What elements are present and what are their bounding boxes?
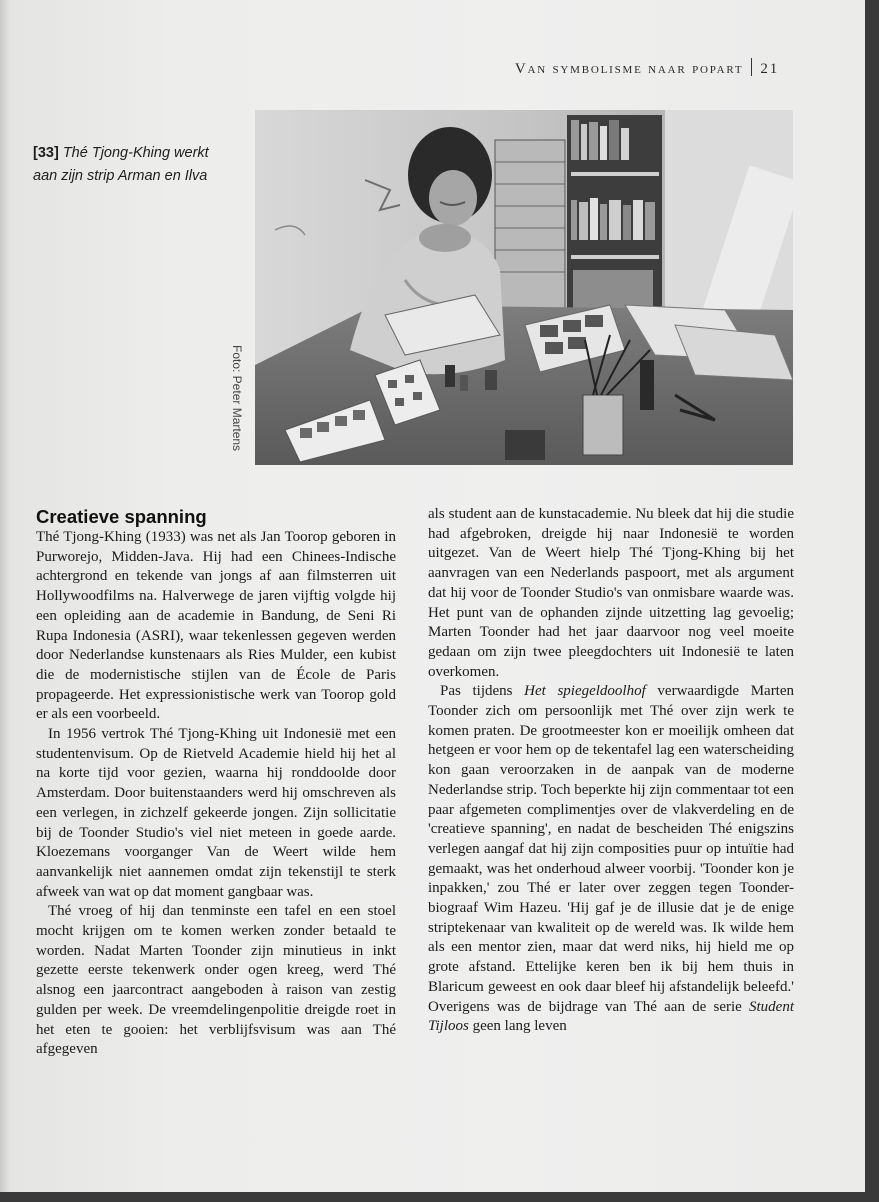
artist-photo xyxy=(255,110,793,465)
photo-credit: Foto: Peter Martens xyxy=(230,345,244,452)
right-text-column xyxy=(428,505,794,1037)
paragraph: Thé vroeg of hij dan tenminste een tafel en een stoel mocht krijgen om te komen werken zonder betaald te worden. Nadat Marten Toonder zijn minutieus in inkt gezette eerste tekenwerk onder ogen kreeg, werd Thé alsnog een jaarcontract aangeboden à raison van zestig gulden per week. De vreemdelingenpolitie dreigde roet in het eten te gooien: het verblijfsvisum was aan Thé afgegeven xyxy=(36,903,396,1058)
artist-at-drawing-table-image xyxy=(255,110,793,465)
left-text-column xyxy=(36,505,396,1060)
series-title: Student Tijloos xyxy=(428,998,794,1035)
caption-text: Thé Tjong-Khing werkt aan zijn strip Arman en Ilva xyxy=(33,145,209,184)
caption-number: [33] xyxy=(33,145,59,161)
paragraph: Pas tijdens Het spiegeldoolhof verwaardigde Marten Toonder zich om persoonlijk met Thé over zijn werk te komen praten. De grootmeester kon er moeilijk omheen dat hetgeen er voor hem op de tekentafel lag een waterscheiding kon gaan veroorzaken in de aanpak van de moderne Nederlandse strip. Toch beperkte hij zijn commentaar tot een paar afgemeten complimentjes over de vlakverdeling en de 'creatieve spanning', en nadat de bescheiden Thé enigszins verlegen aangaf dat hij zijn composities puur op intuïtie had gemaakt, was het onderhoud alweer voorbij. 'Toonder kon je inpakken,' zou Thé er later over zeggen tegen Toonder-biograaf Wim Hazeu. 'Hij gaf je de illusie dat je de enige striptekenaar van kwaliteit op de wereld was. Ik wilde hem als een mentor zien, maar dat werd niks, hij hield me op grote afstand. Ettelijke keren ben ik bij hem thuis in Blaricum geweest en ook daar bleef hij afstandelijk beleefd.' Overigens was de bijdrage van Thé aan de serie Student Tijloos geen lang leven xyxy=(428,683,795,1035)
paragraph: In 1956 vertrok Thé Tjong-Khing uit Indonesië met een studentenvisum. Op de Rietveld Academie hield hij het al na korte tijd voor gezien, waarna hij ronddoolde door Amsterdam. Door buitenstaanders werd hij omschreven als een verlegen, in zichzelf gekeerde jongen. Zijn sollicitatie bij de Toonder Studio's viel niet meteen in goede aarde. Kloezemans voorganger Van de Weert wilde hem aanvankelijk niet aannemen omdat zijn tekenstijl te sterk afweek van wat op dat moment gangbaar was. xyxy=(36,726,396,900)
photo-caption xyxy=(33,142,233,188)
section-title: Creatieve spanning xyxy=(36,506,207,527)
book-title: Het spiegeldoolhof xyxy=(524,683,646,700)
page-gutter-shadow xyxy=(0,0,10,1192)
paragraph: als student aan de kunstacademie. Nu bleek dat hij die studie had afgebroken, dreigde hij naar Indonesië te worden uitgezet. Van de Weert hielp Thé Tjong-Khing bij het aanvragen van een Nederlands paspoort, met als argument dat hij voor de Toonder Studio's van onmisbare waarde was. Het punt van de ophanden zijnde uitzetting lag gevoelig; Marten Toonder had het jaar daarvoor nog veel moeite gedaan om zijn twee pleegdochters uit Indonesië te laten overkomen. xyxy=(428,506,794,680)
running-header xyxy=(515,58,779,78)
paragraph: Thé Tjong-Khing (1933) was net als Jan Toorop geboren in Purworejo, Midden-Java. Hij had een Chinees-Indische achtergrond en tekende van jongs af aan filmsterren uit Hollywoodfilms na. Halverwege de jaren vijftig volgde hij een opleiding aan de academie in Bandung, de Seni Ri Rupa Indonesia (ASRI), waar tekenlessen gegeven werden door Nederlandse kunstenaars als Ries Mulder, een kubist die de modernistische stijlen van de École de Paris propageerde. Het expressionistische werk van Toorop gold er als een voorbeeld. xyxy=(36,529,396,723)
page-number: 21 xyxy=(760,61,779,77)
running-title: Van symbolisme naar popart xyxy=(514,61,744,77)
header-separator xyxy=(751,58,752,76)
abbreviation: ASRI xyxy=(140,627,176,644)
